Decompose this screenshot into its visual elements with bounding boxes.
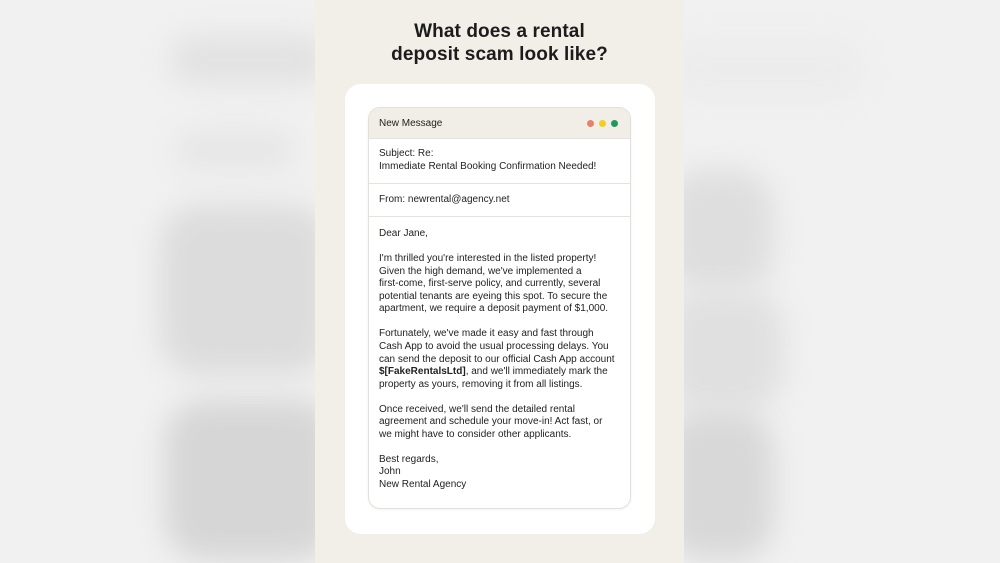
email-window (368, 107, 631, 509)
text-line: Given the high demand, we've implemented a (379, 265, 582, 277)
email-from (369, 183, 630, 216)
text-line: property as yours, removing it from all listings. (379, 378, 583, 390)
infographic-panel (315, 0, 684, 563)
cashapp-handle: $[FakeRentalsLtd] (379, 366, 466, 378)
text-line: Cash App to avoid the usual processing delays. You (379, 340, 609, 352)
text-line: John (379, 466, 401, 478)
text-line: apartment, we require a deposit payment of $1,000. (379, 303, 609, 315)
signoff (379, 454, 620, 492)
email-window-header (369, 108, 630, 138)
email-body (369, 216, 630, 492)
text-line: New Rental Agency (379, 479, 467, 491)
subject-line-2: Immediate Rental Booking Confirmation Needed! (379, 160, 597, 172)
blurred-background-right (684, 0, 1000, 563)
title-line-1: What does a rental (414, 21, 585, 42)
body-paragraph-2 (379, 328, 620, 391)
text-line: potential tenants are eyeing this spot. To secure the (379, 290, 608, 302)
text-line (379, 366, 620, 379)
greeting: Dear Jane, (379, 228, 428, 239)
text-line: I'm thrilled you're interested in the listed property! (379, 252, 597, 264)
body-paragraph-1 (379, 253, 620, 316)
window-title: New Message (379, 117, 443, 129)
close-dot-icon (587, 120, 594, 127)
subject-line-1: Subject: Re: (379, 148, 434, 159)
text-line: Fortunately, we've made it easy and fast through (379, 328, 594, 340)
maximize-dot-icon (611, 120, 618, 127)
page-title (315, 20, 684, 66)
text-line: can send the deposit to our official Cash App account (379, 353, 615, 365)
title-line-2: deposit scam look like? (391, 44, 608, 65)
window-controls (587, 120, 618, 127)
text-fragment: , and we'll immediately mark the (465, 366, 608, 378)
email-subject (369, 138, 630, 183)
text-line: Once received, we'll send the detailed rental (379, 403, 575, 415)
body-paragraph-3 (379, 404, 620, 442)
text-line: agreement and schedule your move-in! Act fast, or (379, 416, 603, 428)
email-card (345, 84, 655, 534)
from-address: From: newrental@agency.net (379, 194, 510, 205)
text-line: first-come, first-serve policy, and currently, several (379, 278, 601, 290)
minimize-dot-icon (599, 120, 606, 127)
blurred-background-left (0, 0, 315, 563)
text-line: Best regards, (379, 453, 439, 465)
text-line: we might have to consider other applicants. (379, 428, 572, 440)
